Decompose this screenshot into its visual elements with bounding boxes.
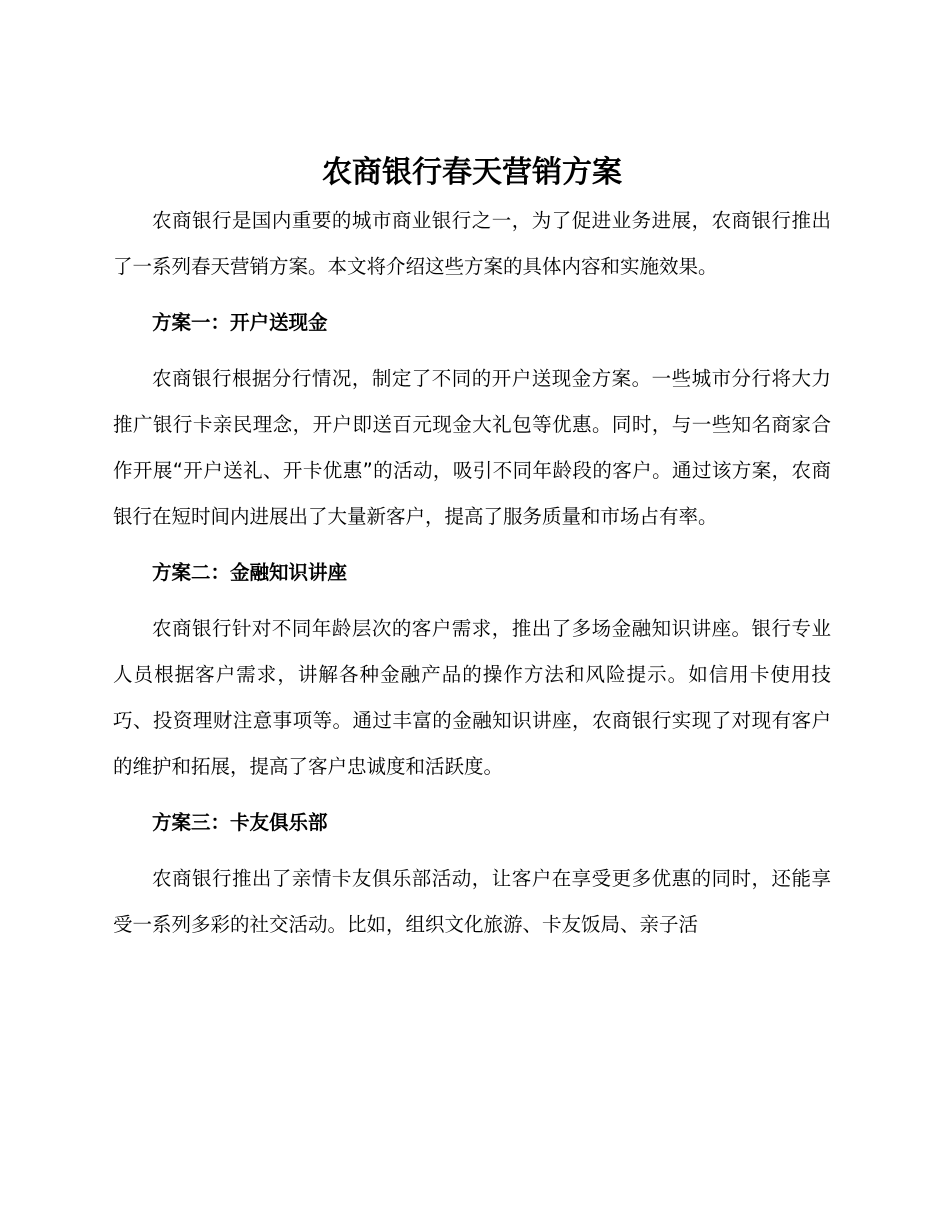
section-heading-3: 方案三：卡友俱乐部 [152,811,328,834]
section-body-1: 农商银行根据分行情况，制定了不同的开户送现金方案。一些城市分行将大力推广银行卡亲民理念，开户即送百元现金大礼包等优惠。同时，与一些知名商家合作开展“开户送礼、开卡优惠”的活动，吸引不同年龄段的客户。通过该方案，农商银行在短时间内进展出了大量新客户，提高了服务质量和市场占有率。 [113,367,831,528]
section-heading-2: 方案二：金融知识讲座 [152,561,348,584]
section-body-2: 农商银行针对不同年龄层次的客户需求，推出了多场金融知识讲座。银行专业人员根据客户需求，讲解各种金融产品的操作方法和风险提示。如信用卡使用技巧、投资理财注意事项等。通过丰富的金融知识讲座，农商银行实现了对现有客户的维护和拓展，提高了客户忠诚度和活跃度。 [113,617,831,778]
section-heading-1: 方案一：开户送现金 [152,311,328,334]
document-title: 农商银行春天营销方案 [322,155,622,190]
intro-paragraph: 农商银行是国内重要的城市商业银行之一，为了促进业务进展，农商银行推出了一系列春天营销方案。本文将介绍这些方案的具体内容和实施效果。 [113,209,831,278]
document-page [113,148,831,948]
section-body-3: 农商银行推出了亲情卡友俱乐部活动，让客户在享受更多优惠的同时，还能享受一系列多彩的社交活动。比如，组织文化旅游、卡友饭局、亲子活 [113,867,831,936]
